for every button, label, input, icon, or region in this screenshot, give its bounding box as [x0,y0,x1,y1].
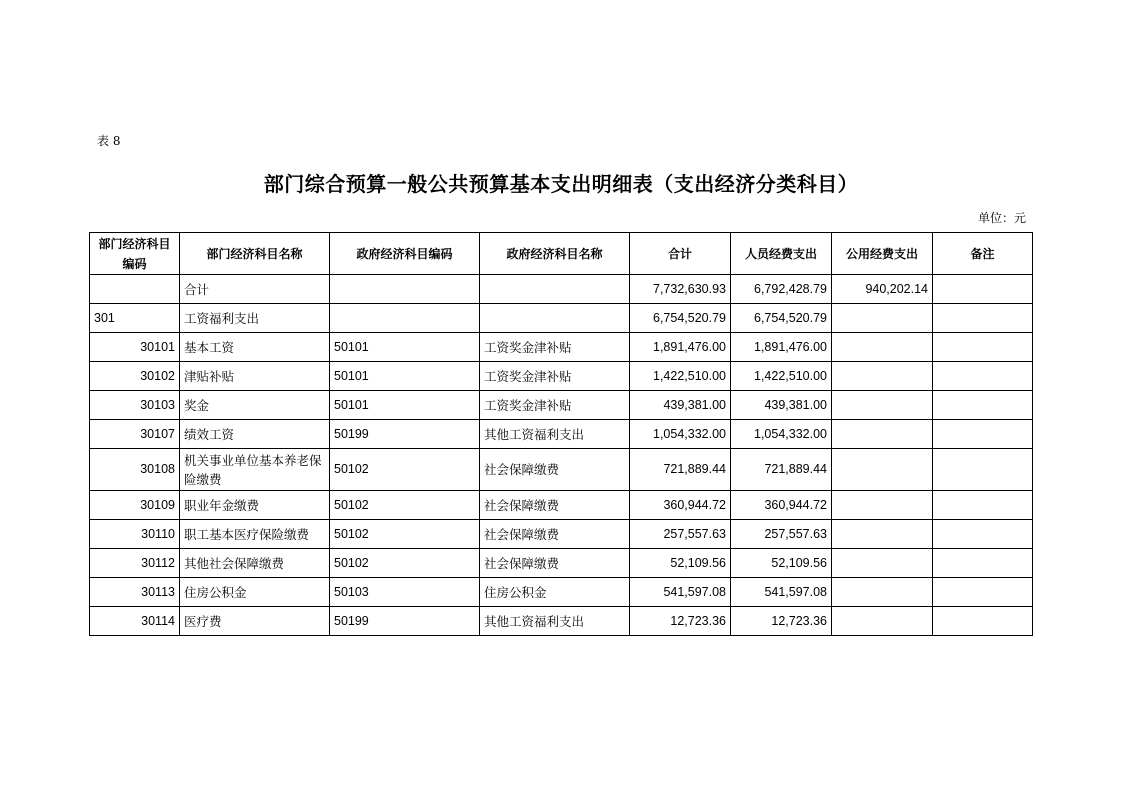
note-cell [933,578,1033,607]
table-number: 表 8 [97,134,121,148]
gov-code-cell [330,275,480,304]
column-header-public: 公用经费支出 [832,233,933,275]
page-title: 部门综合预算一般公共预算基本支出明细表（支出经济分类科目） [263,172,859,196]
note-cell [933,333,1033,362]
personnel-cell: 52,109.56 [731,549,832,578]
public-cell [832,362,933,391]
gov-code-cell: 50102 [330,449,480,491]
dept-name-cell: 工资福利支出 [180,304,330,333]
public-cell [832,333,933,362]
gov-code-cell: 50199 [330,607,480,636]
note-cell [933,304,1033,333]
gov-code-cell: 50101 [330,391,480,420]
personnel-cell: 257,557.63 [731,520,832,549]
table-row [90,449,1033,491]
gov-name-cell: 社会保障缴费 [480,549,630,578]
public-cell [832,304,933,333]
budget-table [89,232,1033,636]
dept-code-cell: 30113 [90,578,180,607]
dept-name-cell: 职业年金缴费 [180,491,330,520]
table-row [90,549,1033,578]
unit-label: 单位：元 [977,211,1026,225]
gov-name-cell: 社会保障缴费 [480,491,630,520]
dept-code-cell: 30107 [90,420,180,449]
note-cell [933,491,1033,520]
column-header-dept-name: 部门经济科目名称 [180,233,330,275]
total-cell: 7,732,630.93 [630,275,731,304]
dept-code-cell: 30101 [90,333,180,362]
total-cell: 1,054,332.00 [630,420,731,449]
personnel-cell: 6,754,520.79 [731,304,832,333]
table-row [90,578,1033,607]
personnel-cell: 721,889.44 [731,449,832,491]
public-cell [832,449,933,491]
note-cell [933,549,1033,578]
dept-name-cell: 基本工资 [180,333,330,362]
personnel-cell: 541,597.08 [731,578,832,607]
dept-code-cell: 30114 [90,607,180,636]
total-cell: 12,723.36 [630,607,731,636]
dept-code-cell: 30108 [90,449,180,491]
gov-code-cell: 50101 [330,333,480,362]
note-cell [933,520,1033,549]
dept-code-cell [90,275,180,304]
note-cell [933,391,1033,420]
gov-name-cell: 其他工资福利支出 [480,420,630,449]
dept-name-cell: 奖金 [180,391,330,420]
personnel-cell: 12,723.36 [731,607,832,636]
column-header-gov-code: 政府经济科目编码 [330,233,480,275]
table-row [90,391,1033,420]
public-cell: 940,202.14 [832,275,933,304]
dept-name-cell: 绩效工资 [180,420,330,449]
gov-name-cell: 住房公积金 [480,578,630,607]
note-cell [933,420,1033,449]
personnel-cell: 1,422,510.00 [731,362,832,391]
table-row [90,420,1033,449]
note-cell [933,449,1033,491]
gov-name-cell [480,275,630,304]
dept-name-cell: 职工基本医疗保险缴费 [180,520,330,549]
dept-name-cell: 医疗费 [180,607,330,636]
total-cell: 1,891,476.00 [630,333,731,362]
note-cell [933,362,1033,391]
table-row [90,520,1033,549]
personnel-cell: 6,792,428.79 [731,275,832,304]
gov-name-cell: 工资奖金津补贴 [480,362,630,391]
column-header-gov-name: 政府经济科目名称 [480,233,630,275]
table-header-row [90,233,1033,275]
column-header-personnel: 人员经费支出 [731,233,832,275]
gov-code-cell: 50199 [330,420,480,449]
public-cell [832,420,933,449]
personnel-cell: 360,944.72 [731,491,832,520]
dept-name-cell: 其他社会保障缴费 [180,549,330,578]
dept-name-cell: 住房公积金 [180,578,330,607]
gov-name-cell: 社会保障缴费 [480,520,630,549]
total-cell: 1,422,510.00 [630,362,731,391]
column-header-total: 合计 [630,233,731,275]
dept-name-cell: 合计 [180,275,330,304]
gov-code-cell: 50102 [330,549,480,578]
total-cell: 257,557.63 [630,520,731,549]
public-cell [832,578,933,607]
table-row [90,607,1033,636]
dept-name-cell: 津贴补贴 [180,362,330,391]
total-cell: 541,597.08 [630,578,731,607]
total-cell: 360,944.72 [630,491,731,520]
gov-code-cell: 50102 [330,520,480,549]
dept-name-cell: 机关事业单位基本养老保险缴费 [180,449,330,491]
dept-code-cell: 30110 [90,520,180,549]
dept-code-cell: 301 [90,304,180,333]
gov-code-cell: 50101 [330,362,480,391]
public-cell [832,491,933,520]
dept-code-cell: 30112 [90,549,180,578]
public-cell [832,520,933,549]
table-row [90,275,1033,304]
gov-name-cell: 社会保障缴费 [480,449,630,491]
public-cell [832,391,933,420]
column-header-note: 备注 [933,233,1033,275]
gov-code-cell: 50102 [330,491,480,520]
gov-name-cell: 工资奖金津补贴 [480,333,630,362]
gov-name-cell: 工资奖金津补贴 [480,391,630,420]
table-row [90,362,1033,391]
public-cell [832,607,933,636]
gov-code-cell: 50103 [330,578,480,607]
personnel-cell: 439,381.00 [731,391,832,420]
table-row [90,333,1033,362]
gov-name-cell: 其他工资福利支出 [480,607,630,636]
table-row [90,304,1033,333]
public-cell [832,549,933,578]
personnel-cell: 1,891,476.00 [731,333,832,362]
note-cell [933,607,1033,636]
total-cell: 721,889.44 [630,449,731,491]
column-header-dept-code: 部门经济科目编码 [90,233,180,275]
gov-name-cell [480,304,630,333]
table-row [90,491,1033,520]
personnel-cell: 1,054,332.00 [731,420,832,449]
dept-code-cell: 30103 [90,391,180,420]
total-cell: 439,381.00 [630,391,731,420]
gov-code-cell [330,304,480,333]
total-cell: 6,754,520.79 [630,304,731,333]
total-cell: 52,109.56 [630,549,731,578]
dept-code-cell: 30109 [90,491,180,520]
dept-code-cell: 30102 [90,362,180,391]
note-cell [933,275,1033,304]
